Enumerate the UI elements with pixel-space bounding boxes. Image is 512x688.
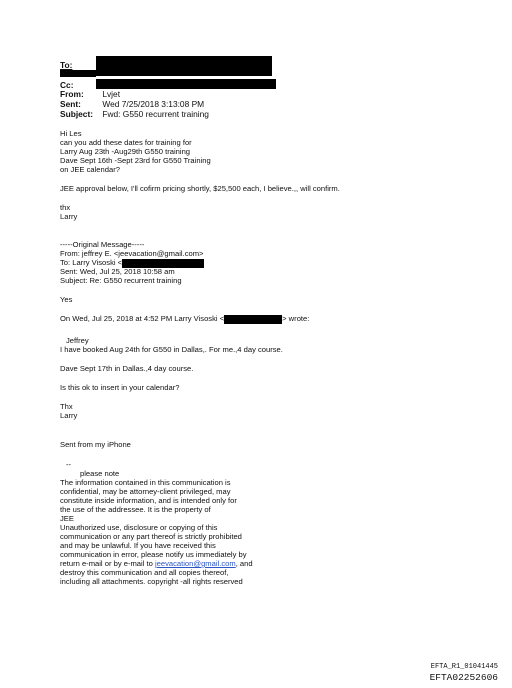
disclaimer-line-8: and may be unlawful. If you have received this (60, 541, 216, 550)
efta-id-small: EFTA_R1_01041445 (430, 663, 498, 671)
disclaimer-line-10-prefix: return e-mail or by e-mail to (60, 559, 155, 568)
from-value: Lvjet (102, 89, 121, 99)
from-label: From: (60, 89, 84, 99)
sent-row (60, 99, 204, 109)
subject-label: Subject: (60, 109, 94, 119)
message-line-3: Dave Sept 16th -Sept 23rd for G550 Training (60, 156, 211, 165)
disclaimer-line-5: JEE (60, 514, 74, 523)
signature-line: Larry (60, 212, 78, 221)
greeting: Hi Les (60, 129, 82, 138)
disclaimer-line-9: communication in error, please notify us immediately by (60, 550, 247, 559)
disclaimer-dashes: -- (66, 460, 72, 469)
subject-value: Fwd: G550 recurrent training (102, 109, 209, 119)
disclaimer-line-7: communication or any part thereof is strictly prohibited (60, 532, 242, 541)
approval-line: JEE approval below, I'll cofirm pricing shortly, $25,500 each, I believe.,, will confirm. (60, 184, 340, 193)
sent-from-line: Sent from my iPhone (60, 440, 131, 449)
sent-value: Wed 7/25/2018 3:13:08 PM (102, 99, 205, 109)
quoted-line-1: I have booked Aug 24th for G550 in Dallas,. For me.,4 day course. (60, 345, 283, 354)
quoted-line-3: Is this ok to insert in your calendar? (60, 383, 180, 392)
email-link[interactable]: jeevacation@gmail.com (154, 559, 236, 568)
message-line-2: Larry Aug 23th -Aug29th G550 training (60, 147, 191, 156)
original-subject: Subject: Re: G550 recurrent training (60, 276, 182, 285)
cc-label: Cc: (60, 80, 74, 90)
disclaimer-title: please note (80, 469, 120, 478)
from-row (60, 89, 120, 99)
original-to-text: To: Larry Visoski < (60, 258, 123, 267)
original-from: From: jeffrey E. <jeevacation@gmail.com> (60, 249, 204, 258)
disclaimer-line-11: destroy this communication and all copies thereof, (60, 568, 229, 577)
to-row (60, 60, 100, 70)
disclaimer-line-4: the use of the addressee. It is the property of (60, 505, 211, 514)
original-separator: -----Original Message----- (60, 240, 145, 249)
sent-label: Sent: (60, 99, 81, 109)
quoted-signature: Larry (60, 411, 78, 420)
disclaimer-line-10-suffix: , and (235, 559, 253, 568)
disclaimer-line-3: constitute inside information, and is intended only for (60, 496, 237, 505)
disclaimer-line-10 (60, 559, 253, 568)
message-line-4: on JEE calendar? (60, 165, 120, 174)
to-label: To: (60, 60, 73, 70)
original-reply: Yes (60, 295, 73, 304)
quote-header-prefix: On Wed, Jul 25, 2018 at 4:52 PM Larry Visoski < (60, 314, 225, 323)
message-line-1: can you add these dates for training for (60, 138, 192, 147)
original-sent: Sent: Wed, Jul 25, 2018 10:58 am (60, 267, 175, 276)
to-redaction-left (60, 70, 96, 77)
disclaimer-line-6: Unauthorized use, disclosure or copying of this (60, 523, 218, 532)
to-redaction (96, 56, 272, 76)
quoted-name: Jeffrey (66, 336, 89, 345)
quote-header-redaction (224, 315, 282, 324)
subject-row (60, 109, 209, 119)
quote-header (60, 314, 309, 324)
disclaimer-line-2: confidential, may be attorney-client privileged, may (60, 487, 231, 496)
quoted-thx: Thx (60, 402, 73, 411)
quoted-line-2: Dave Sept 17th in Dallas.,4 day course. (60, 364, 194, 373)
quote-header-suffix: > wrote: (282, 314, 310, 323)
efta-id-large: EFTA02252606 (429, 672, 498, 683)
disclaimer-line-1: The information contained in this communication is (60, 478, 231, 487)
disclaimer-line-12: including all attachments. copyright -all rights reserved (60, 577, 243, 586)
cc-redaction (96, 79, 276, 89)
thx-line: thx (60, 203, 71, 212)
